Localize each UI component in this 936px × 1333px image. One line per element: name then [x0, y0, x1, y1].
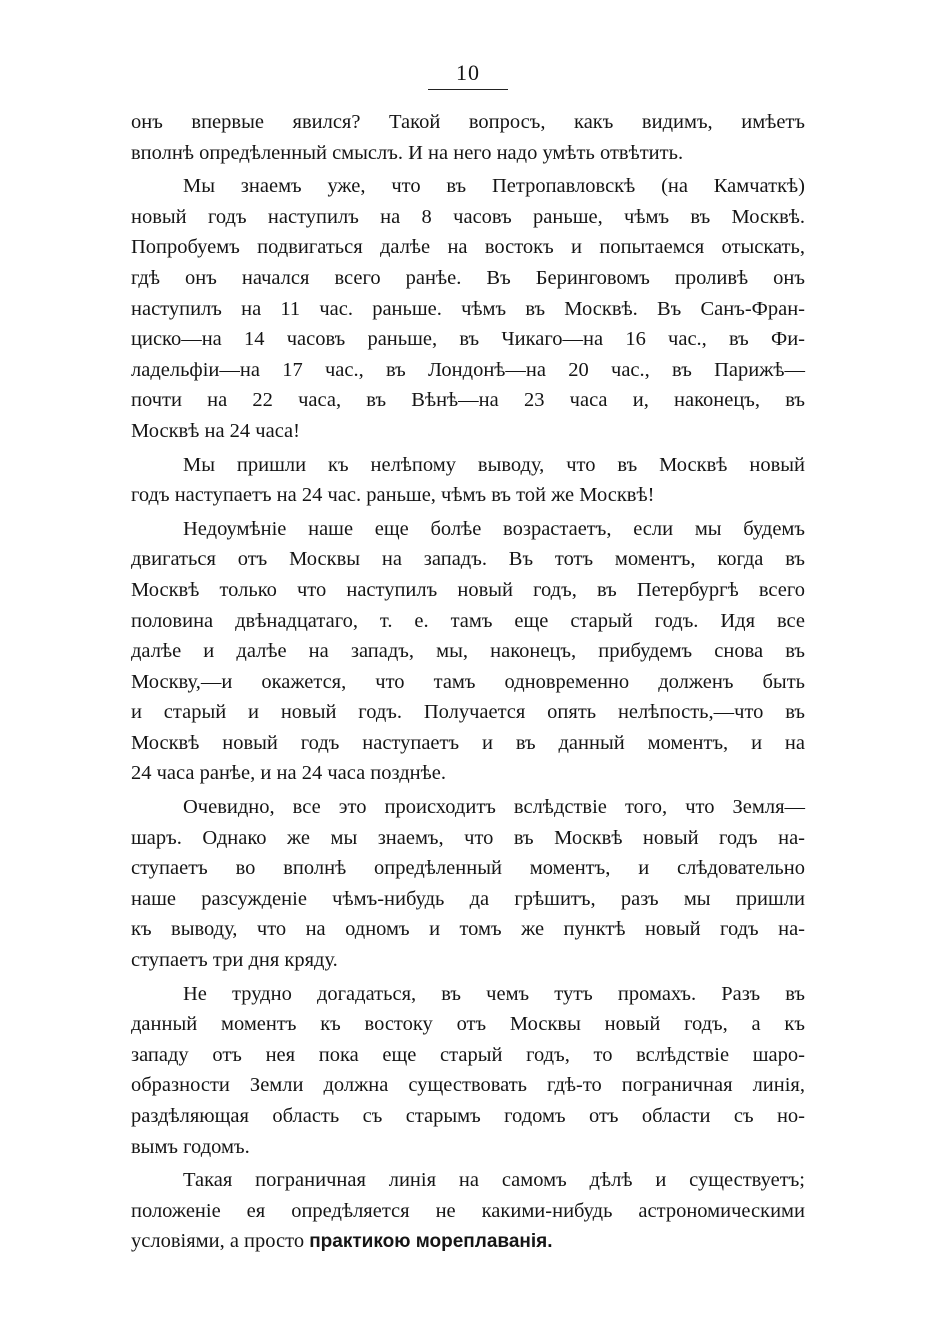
text-line: ладельфіи—на 17 час., въ Лондонѣ—на 20 час., въ Парижѣ—: [131, 358, 805, 381]
text-line-content: Не трудно догадаться, въ чемъ тутъ промахъ. Разъ въ: [183, 982, 805, 1005]
text-line: ступаетъ три дня кряду.: [131, 949, 338, 972]
text-line-content: Недоумѣніе наше еще болѣе возрастаетъ, если мы будемъ: [183, 517, 805, 540]
text-line: Попробуемъ подвигаться далѣе на востокъ и попытаемся отыскать,: [131, 236, 805, 259]
text-line: Москвѣ на 24 часа!: [131, 419, 300, 442]
page-number-rule: [428, 89, 508, 90]
paragraph-7: [131, 1165, 805, 1257]
text-line: [131, 1165, 805, 1196]
text-line: 24 часа ранѣе, и на 24 часа позднѣе.: [131, 762, 447, 785]
text-line: Москвѣ новый годъ наступаетъ и въ данный моментъ, и на: [131, 731, 805, 754]
text-line: вымъ годомъ.: [131, 1135, 250, 1158]
text-line: западу отъ нея пока еще старый годъ, то вслѣдствіе шаро-: [131, 1043, 805, 1066]
text-line: гдѣ онъ начался всего ранѣе. Въ Беринговомъ проливѣ онъ: [131, 266, 805, 289]
text-line: раздѣляющая область съ старымъ годомъ отъ области съ но-: [131, 1105, 805, 1127]
text-line: [131, 792, 805, 823]
text-line: почти на 22 часа, въ Вѣнѣ—на 23 часа и, наконецъ, въ: [131, 389, 805, 412]
paragraph-6: [131, 979, 805, 1163]
paragraph-2: [131, 171, 805, 446]
text-line: циско—на 14 часовъ раньше, въ Чикаго—на 16 час., въ Фи-: [131, 328, 805, 351]
text-line: половина двѣнадцатаго, т. е. тамъ еще старый годъ. Идя все: [131, 609, 805, 632]
text-line: двигаться отъ Москвы на западъ. Въ тотъ моментъ, когда въ: [131, 548, 805, 571]
text-line: [131, 171, 805, 202]
paragraph-4: [131, 514, 805, 789]
text-line: [131, 514, 805, 545]
text-line: новый годъ наступилъ на 8 часовъ раньше, чѣмъ въ Москвѣ.: [131, 205, 805, 228]
text-line: положеніе ея опредѣляется не какими-нибудь астрономическими: [131, 1199, 805, 1222]
text-line: Москвѣ только что наступилъ новый годъ, въ Петербургѣ всего: [131, 578, 805, 601]
text-line: данный моментъ къ востоку отъ Москвы новый годъ, а къ: [131, 1013, 805, 1036]
text-line: къ выводу, что на одномъ и томъ же пунктѣ новый годъ на-: [131, 918, 805, 941]
body-text: [131, 107, 805, 1257]
paragraph-5: [131, 792, 805, 976]
text-line-content: Мы пришли къ нелѣпому выводу, что въ Москвѣ новый: [183, 453, 805, 476]
text-line: и старый и новый годъ. Получается опять нелѣпость,—что въ: [131, 701, 805, 724]
emphasized-phrase: практикою мореплаванія.: [309, 1231, 553, 1253]
paragraph-1: [131, 107, 805, 168]
text-line: онъ впервые явился? Такой вопросъ, какъ видимъ, имѣетъ: [131, 111, 805, 133]
text-line: наше разсужденіе чѣмъ-нибудь да грѣшитъ, разъ мы пришли: [131, 887, 805, 910]
text-line: ступаетъ во вполнѣ опредѣленный моментъ, и слѣдовательно: [131, 857, 805, 880]
text-line: [131, 1226, 805, 1257]
text-line-content: Такая пограничная линія на самомъ дѣлѣ и существуетъ;: [183, 1169, 805, 1192]
paragraph-3: [131, 450, 805, 511]
page-number: 10: [456, 60, 480, 85]
text-line-content: условіями, а просто: [131, 1230, 305, 1253]
text-line-content: Мы знаемъ уже, что въ Петропавловскѣ (на Камчаткѣ): [183, 175, 805, 198]
text-line: шаръ. Однако же мы знаемъ, что въ Москвѣ новый годъ на-: [131, 826, 805, 849]
text-line: наступилъ на 11 час. раньше. чѣмъ въ Москвѣ. Въ Санъ-Фран-: [131, 297, 805, 320]
text-line: годъ наступаетъ на 24 час. раньше, чѣмъ въ той же Москвѣ!: [131, 484, 655, 507]
text-line: [131, 979, 805, 1010]
text-line: [131, 450, 805, 481]
text-line: вполнѣ опредѣленный смыслъ. И на него надо умѣть отвѣтить.: [131, 141, 684, 164]
text-line: далѣе и далѣе на западъ, мы, наконецъ, прибудемъ снова въ: [131, 640, 805, 663]
text-line: образности Земли должна существовать гдѣ-то пограничная линія,: [131, 1074, 805, 1097]
text-line: Москву,—и окажется, что тамъ одновременно долженъ быть: [131, 670, 805, 693]
text-line-content: Очевидно, все это происходитъ вслѣдствіе того, что Земля—: [183, 796, 805, 819]
